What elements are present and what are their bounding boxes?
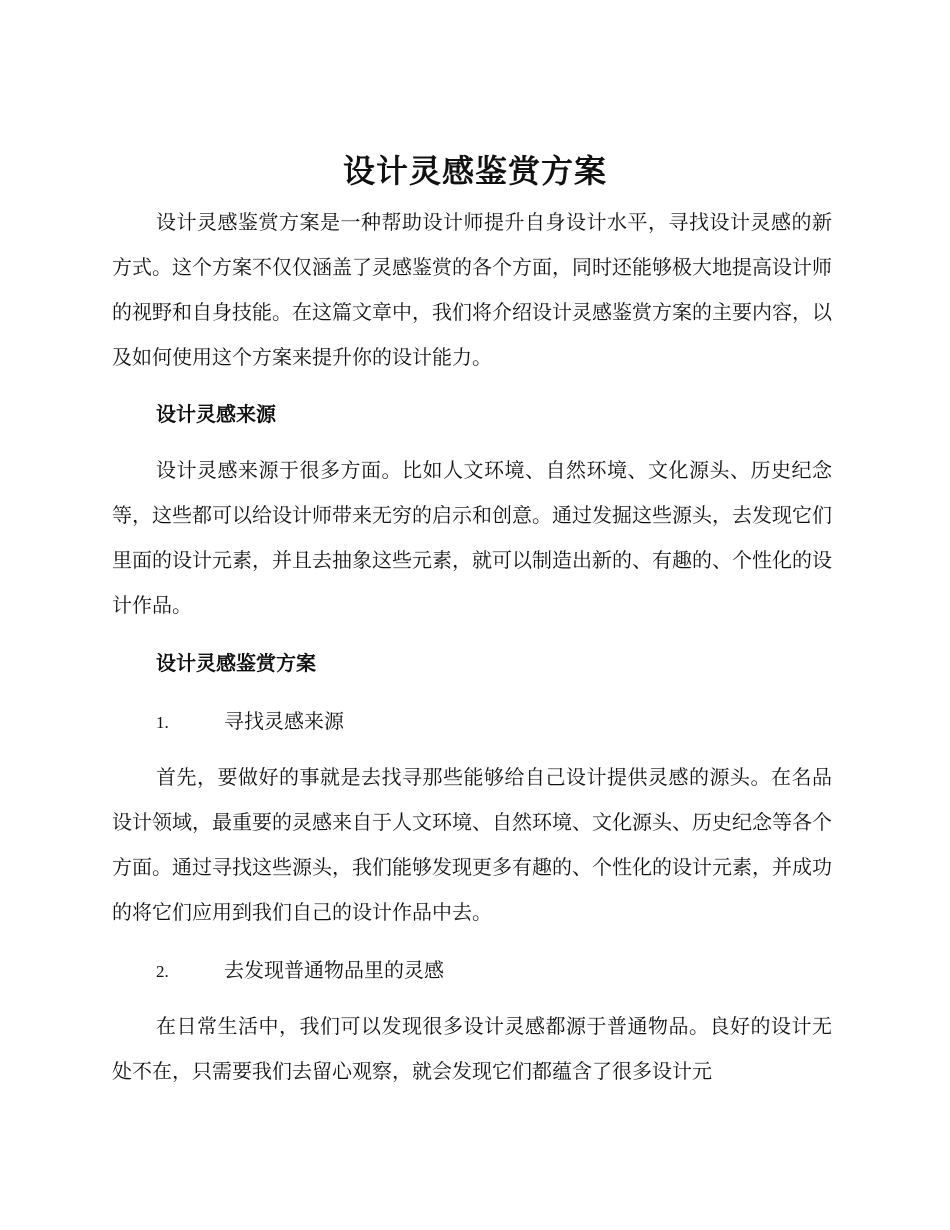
list-item-2 xyxy=(156,955,444,987)
list-number: 1. xyxy=(156,713,169,732)
section-heading-sources: 设计灵感来源 xyxy=(156,402,276,426)
intro-paragraph: 设计灵感鉴赏方案是一种帮助设计师提升自身设计水平，寻找设计灵感的新方式。这个方案不仅仅涵盖了灵感鉴赏的各个方面，同时还能够极大地提高设计师的视野和自身技能。在这篇文章中，我们将介绍设计灵感鉴赏方案的主要内容，以及如何使用这个方案来提升你的设计能力。 xyxy=(112,210,832,369)
list-item-2-paragraph: 在日常生活中，我们可以发现很多设计灵感都源于普通物品。良好的设计无处不在，只需要我们去留心观察，就会发现它们都蕴含了很多设计元 xyxy=(112,1014,832,1083)
sources-paragraph: 设计灵感来源于很多方面。比如人文环境、自然环境、文化源头、历史纪念等，这些都可以给设计师带来无穷的启示和创意。通过发掘这些源头，去发现它们里面的设计元素，并且去抽象这些元素，就可以制造出新的、有趣的、个性化的设计作品。 xyxy=(112,458,832,617)
list-item-title: 寻找灵感来源 xyxy=(224,709,344,733)
list-number: 2. xyxy=(156,962,169,981)
list-item-title: 去发现普通物品里的灵感 xyxy=(224,958,444,982)
document-title: 设计灵感鉴赏方案 xyxy=(342,152,607,190)
section-heading-plan: 设计灵感鉴赏方案 xyxy=(156,651,316,675)
list-item-1 xyxy=(156,706,344,738)
list-item-1-paragraph: 首先，要做好的事就是去找寻那些能够给自己设计提供灵感的源头。在名品设计领域，最重要的灵感来自于人文环境、自然环境、文化源头、历史纪念等各个方面。通过寻找这些源头，我们能够发现更多有趣的、个性化的设计元素，并成功的将它们应用到我们自己的设计作品中去。 xyxy=(112,765,832,924)
